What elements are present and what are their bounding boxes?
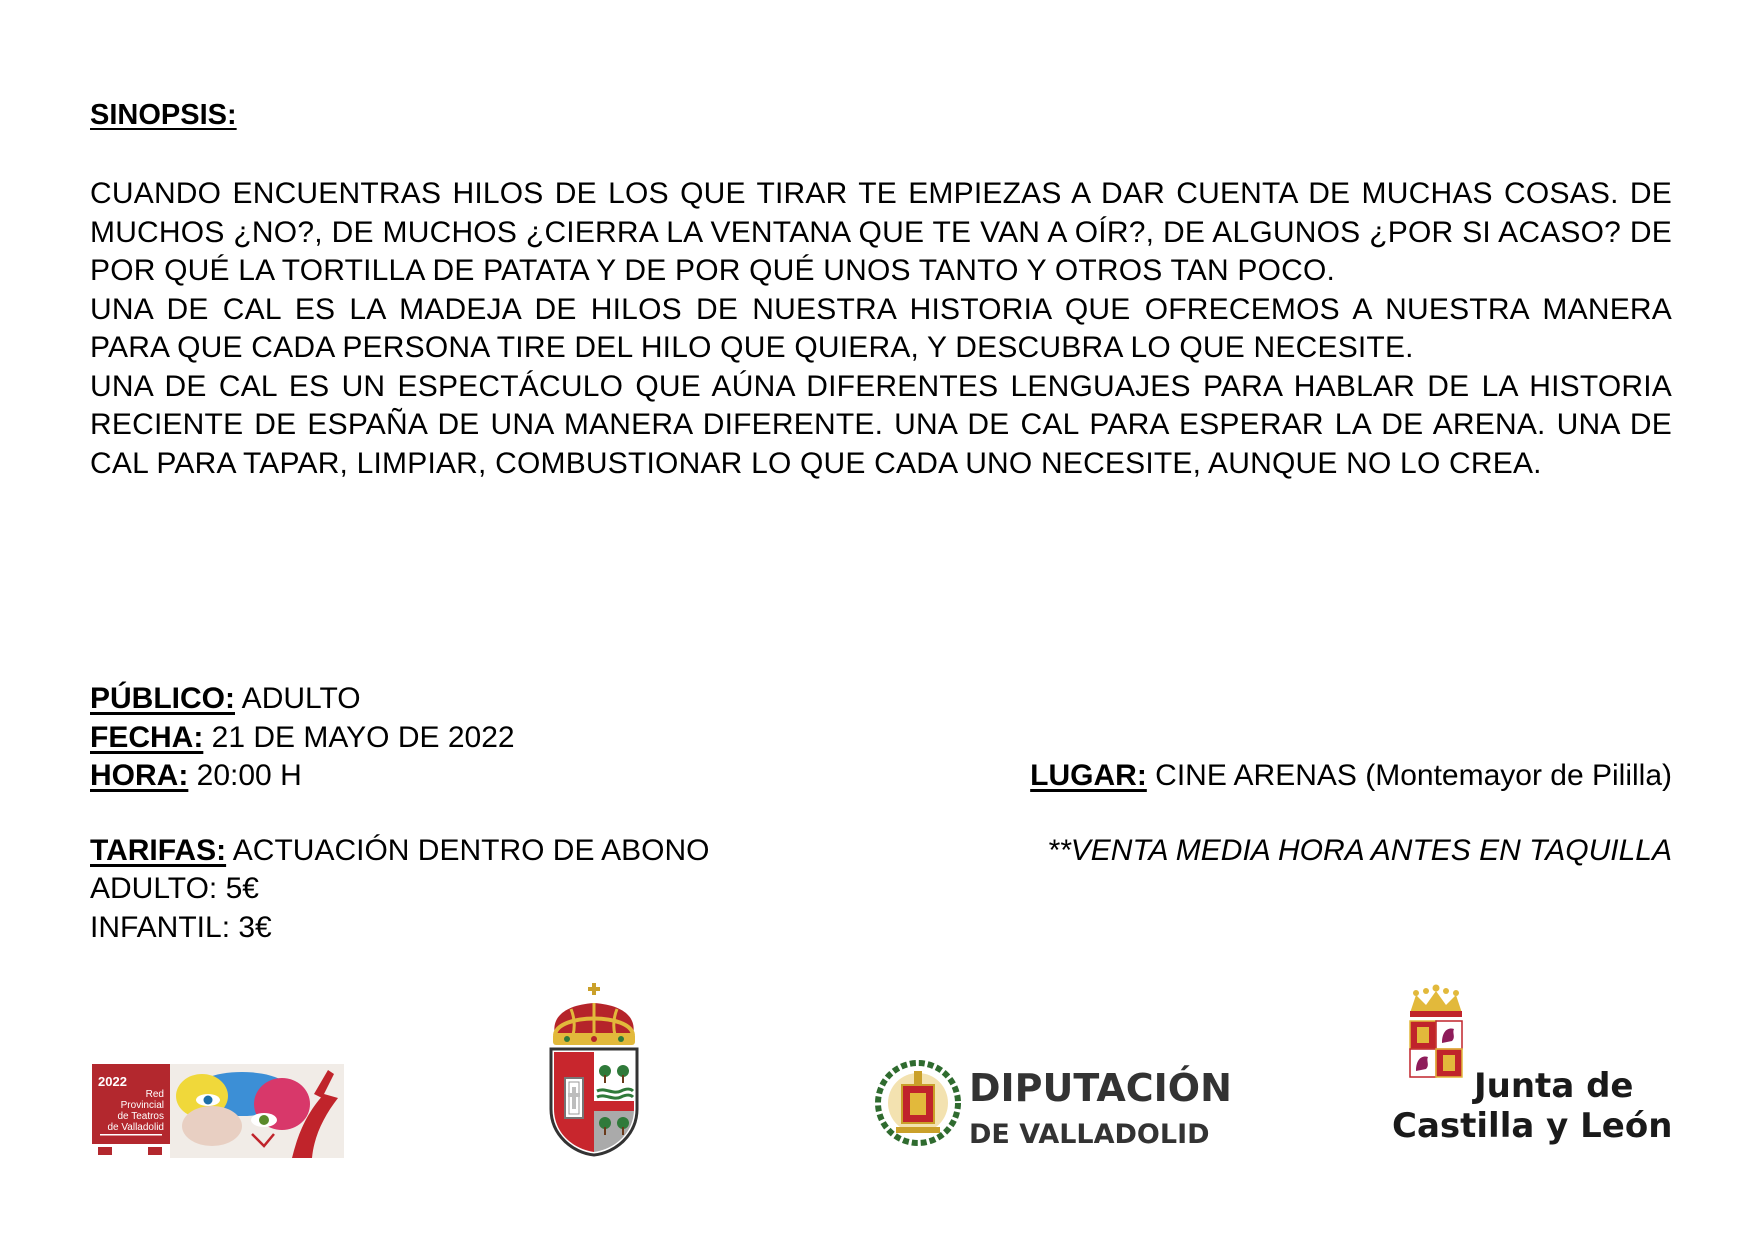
- synopsis-paragraph: UNA DE CAL ES LA MADEJA DE HILOS DE NUESTRA HISTORIA QUE OFRECEMOS A NUESTRA MANERA PARA QUE CADA PERSONA TIRE DEL HILO QUE QUIERA, Y DESCUBRA LO QUE NECESITE.: [90, 292, 1672, 364]
- publico-label: PÚBLICO:: [90, 682, 235, 715]
- lugar-value: CINE ARENAS (Montemayor de Pililla): [1146, 759, 1672, 792]
- red-teatros-line2: Provincial: [120, 1100, 164, 1111]
- synopsis-paragraph: UNA DE CAL ES UN ESPECTÁCULO QUE AÚNA DIFERENTES LENGUAJES PARA HABLAR DE LA HISTORIA RECIENTE DE ESPAÑA DE UNA MANERA DIFERENTE. UNA DE CAL PARA ESPERAR LA DE ARENA. UNA DE CAL PARA TAPAR, LIMPIAR, COMBUSTIONAR LO QUE CADA UNO NECESITE, AUNQUE NO LO CREA.: [90, 369, 1672, 480]
- synopsis-paragraph: CUANDO ENCUENTRAS HILOS DE LOS QUE TIRAR TE EMPIEZAS A DAR CUENTA DE MUCHAS COSAS. DE MUCHOS ¿NO?, DE MUCHOS ¿CIERRA LA VENTANA QUE TE VAN A OÍR?, DE ALGUNOS ¿POR SI ACASO? DE POR QUÉ LA TORTILLA DE PATATA Y DE POR QUÉ UNOS TANTO Y OTROS TAN POCO.: [90, 177, 1672, 287]
- red-teatros-logo: [92, 1064, 344, 1158]
- red-teatros-line1: Red: [145, 1089, 164, 1100]
- publico-row: [90, 680, 1672, 719]
- lugar-label: LUGAR:: [1030, 759, 1147, 792]
- hora-value: 20:00 H: [188, 759, 302, 792]
- diputacion-line1: DIPUTACIÓN: [969, 1066, 1232, 1110]
- hora-row: [90, 757, 1672, 796]
- event-details: [90, 680, 1672, 947]
- red-teatros-line3: de Teatros: [117, 1111, 164, 1122]
- synopsis-heading: SINOPSIS:: [90, 99, 237, 131]
- junta-line2: Castilla y León: [1392, 1106, 1673, 1146]
- red-teatros-line4: de Valladolid: [107, 1122, 164, 1133]
- tarifas-label: TARIFAS:: [90, 833, 227, 867]
- red-teatros-year: 2022: [98, 1074, 127, 1089]
- lugar: [1030, 757, 1672, 796]
- diputacion-line2: DE VALLADOLID: [969, 1119, 1210, 1150]
- tarifas-value: ACTUACIÓN DENTRO DE ABONO: [226, 833, 710, 867]
- adulto-price: ADULTO: 5€: [90, 872, 259, 905]
- junta-castilla-leon-logo: [1392, 983, 1673, 1148]
- tarifas-row: [90, 832, 1672, 871]
- junta-line1: Junta de: [1474, 1066, 1634, 1106]
- fecha-label: FECHA:: [90, 720, 204, 754]
- fecha-row: [90, 719, 1672, 758]
- infantil-price: INFANTIL: 3€: [90, 910, 272, 944]
- diputacion-logo: [874, 1055, 1232, 1151]
- synopsis-text: [90, 175, 1672, 483]
- fecha-value: 21 DE MAYO DE 2022: [203, 720, 515, 754]
- venta-note: **VENTA MEDIA HORA ANTES EN TAQUILLA: [1047, 833, 1672, 867]
- coat-of-arms-logo: [545, 983, 643, 1157]
- hora-label: HORA:: [90, 759, 189, 792]
- publico-value: ADULTO: [235, 682, 361, 715]
